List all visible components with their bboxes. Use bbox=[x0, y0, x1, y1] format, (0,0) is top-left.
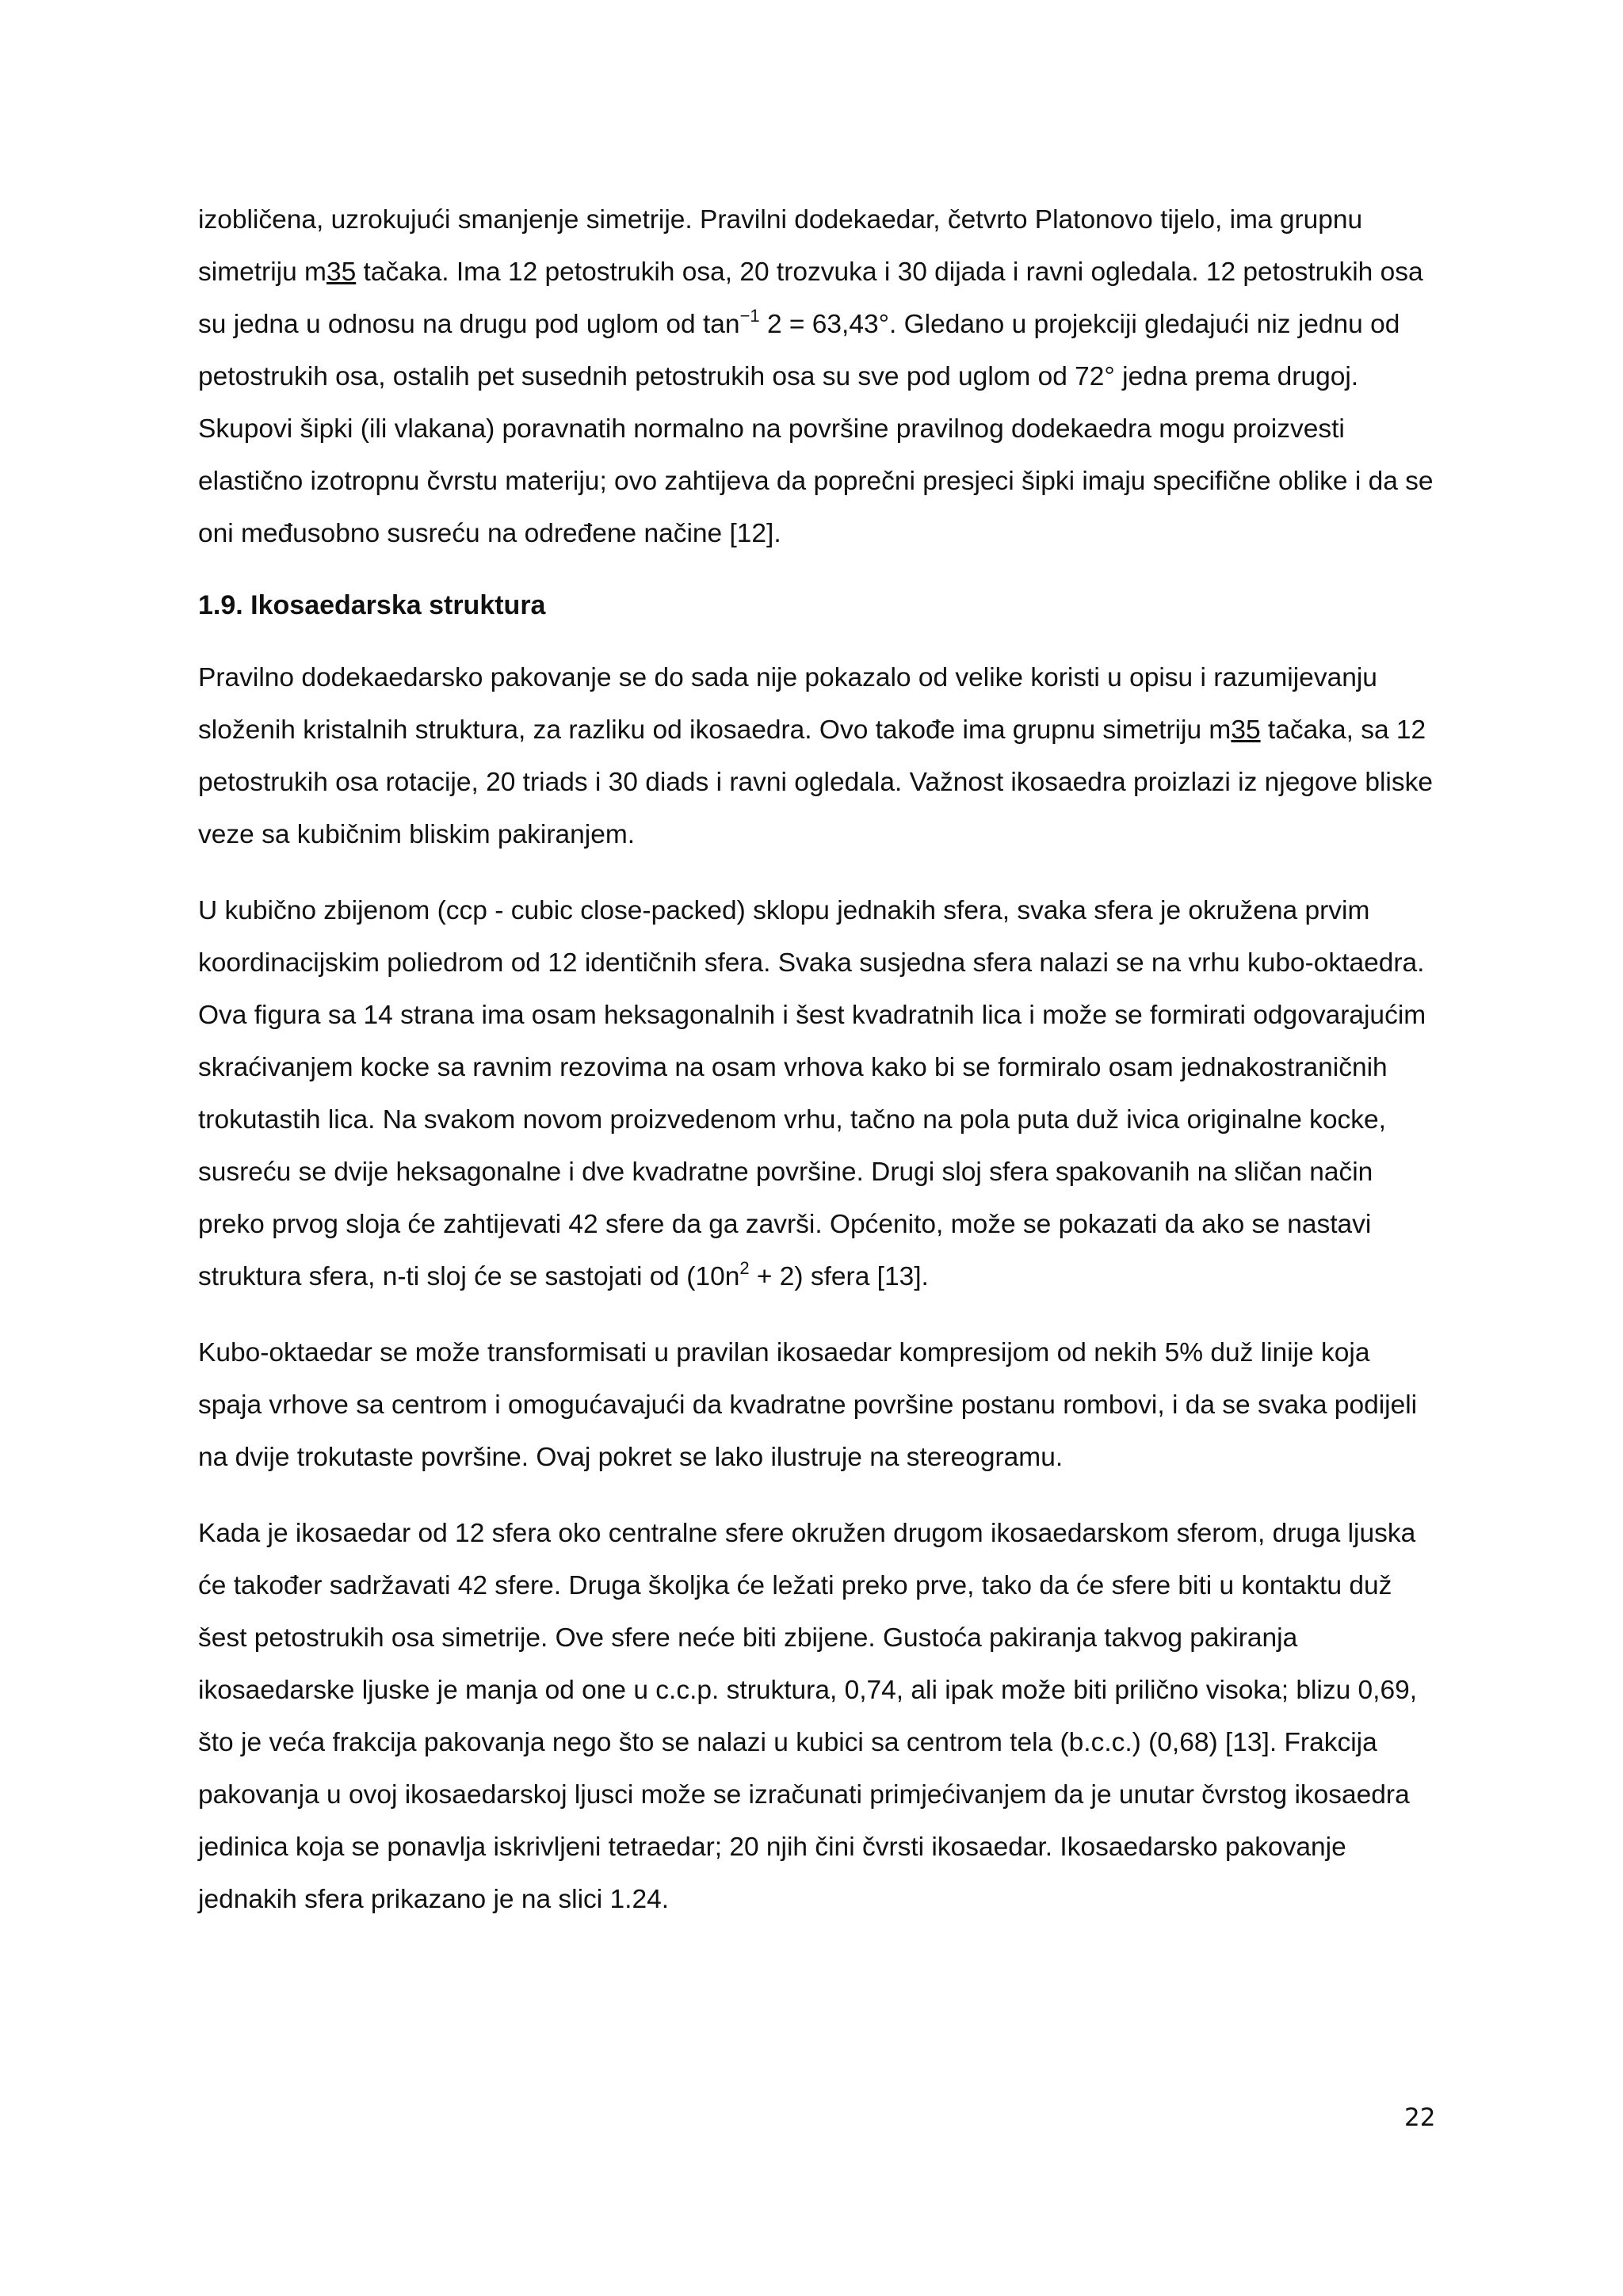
paragraph-dodecahedron: izobličena, uzrokujući smanjenje simetrije. Pravilni dodekaedar, četvrto Platonovo tijelo, ima grupnu simetriju m35 tačaka. Ima 12 petostrukih osa, 20 trozvuka i 30 dijada i ravni ogledala. 12 petostrukih osa su jedna u odnosu na drugu pod uglom od $\tan^{-1} 2 = 63,43^\circ$. Gledano u projekciji gledajući niz jednu od petostrukih osa, ostalih pet susednih petostrukih osa su sve pod uglom od 72° jedna prema drugoj. Skupovi šipki (ili vlakana) poravnatih normalno na površine pravilnog dodekaedra mogu proizvesti elastično izotropnu čvrstu materiju; ovo zahtijeva da poprečni presjeci šipki imaju specifične oblike i da se oni međusobno susreću na određene načine [12]. bbox=[198, 205, 1434, 548]
paragraph-cubo-octahedron: Kubo-oktaedar se može transformisati u pravilan ikosaedar kompresijom od nekih 5% duž linije koja spaja vrhove sa centrom i omogućavajući da kvadratne površine postanu rombovi, i da se svaka podijeli na dvije trokutaste površine. Ovaj pokret se lako ilustruje na stereogramu. bbox=[198, 1338, 1418, 1472]
paragraph-ccp: U kubično zbijenom (ccp - cubic close-packed) sklopu jednakih sfera, svaka sfera je okružena prvim koordinacijskim poliedrom od 12 identičnih sfera. Svaka susjedna sfera nalazi se na vrhu kubo-oktaedra. Ova figura sa 14 strana ima osam heksagonalnih i šest kvadratnih lica i može se formirati odgovarajućim skraćivanjem kocke sa ravnim rezovima na osam vrhova kako bi se formiralo osam jednakostraničnih trokutastih lica. Na svakom novom proizvedenom vrhu, tačno na pola puta duž ivica originalne kocke, susreću se dvije heksagonalne i dve kvadratne površine. Drugi sloj sfera spakovanih na sličan način preko prvog sloja će zahtijevati 42 sfere da ga završi. Općenito, može se pokazati da ako se nastavi struktura sfera, n-ti sloj će se sastojati od $(10n^2 + 2)$ sfera [13]. bbox=[198, 896, 1426, 1291]
page-number: 22 bbox=[1404, 2103, 1436, 2132]
underlined-symmetry-index: 35 bbox=[326, 257, 357, 287]
section-heading: 1.9. Ikosaedarska struktura bbox=[198, 590, 546, 620]
superscript-square: 2 bbox=[739, 1257, 750, 1278]
page-body bbox=[198, 194, 1434, 1950]
paragraph-icosahedron-intro: Pravilno dodekaedarsko pakovanje se do sada nije pokazalo od velike koristi u opisu i razumijevanju složenih kristalnih struktura, za razliku od ikosaedra. Ovo takođe ima grupnu simetriju m35 tačaka, sa 12 petostrukih osa rotacije, 20 triads i 30 diads i ravni ogledala. Važnost ikosaedra proizlazi iz njegove bliske veze sa kubičnim bliskim pakiranjem. bbox=[198, 663, 1433, 849]
underlined-symmetry-index: 35 bbox=[1231, 715, 1261, 745]
superscript-inverse: −1 bbox=[739, 305, 760, 326]
paragraph-icosahedral-shell: Kada je ikosaedar od 12 sfera oko centralne sfere okružen drugom ikosaedarskom sferom, druga ljuska će također sadržavati 42 sfere. Druga školjka će ležati preko prve, tako da će sfere biti u kontaktu duž šest petostrukih osa simetrije. Ove sfere neće biti zbijene. Gustoća pakiranja takvog pakiranja ikosaedarske ljuske je manja od one u c.c.p. struktura, 0,74, ali ipak može biti prilično visoka; blizu 0,69, što je veća frakcija pakovanja nego što se nalazi u kubici sa centrom tela (b.c.c.) (0,68) [13]. Frakcija pakovanja u ovoj ikosaedarskoj ljusci može se izračunati primjećivanjem da je unutar čvrstog ikosaedra jedinica koja se ponavlja iskrivljeni tetraedar; 20 njih čini čvrsti ikosaedar. Ikosaedarsko pakovanje jednakih sfera prikazano je na slici 1.24. bbox=[198, 1519, 1418, 1914]
